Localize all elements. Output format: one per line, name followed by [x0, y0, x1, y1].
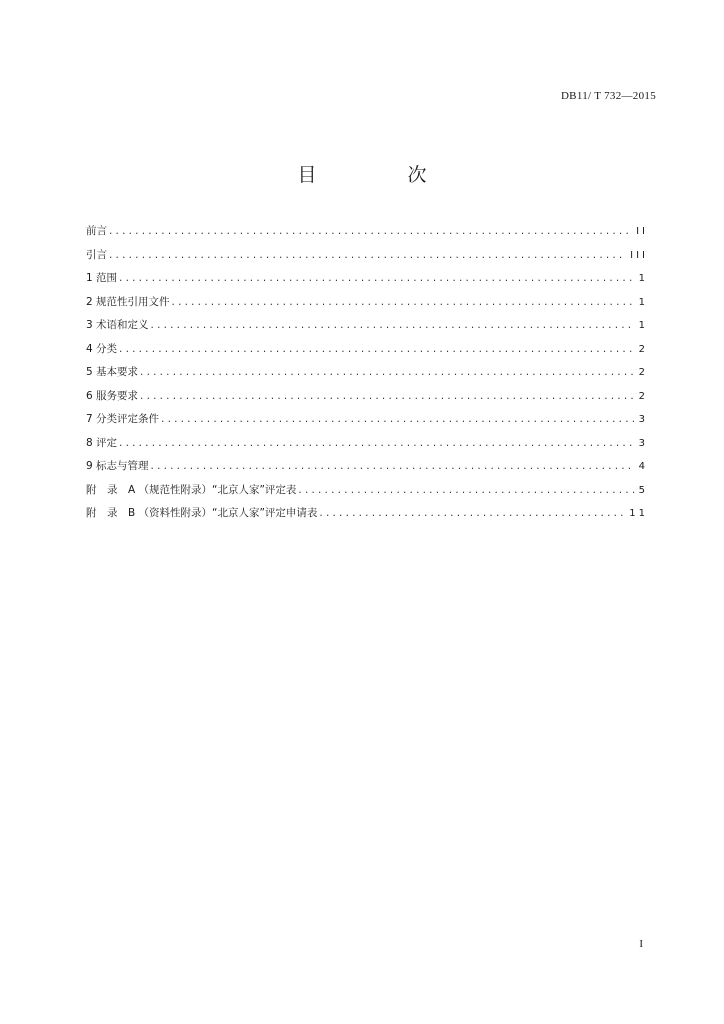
toc-entry-label: 附 录 A （规范性附录）“北京人家”评定表	[86, 483, 297, 496]
toc-entry-page: 3	[638, 414, 648, 425]
dot-leader	[109, 244, 626, 268]
toc-entry[interactable]	[86, 291, 648, 315]
toc-entry-page: 2	[638, 390, 648, 402]
toc-entry[interactable]	[86, 479, 648, 503]
toc-entry-page: 2	[638, 343, 648, 355]
dot-leader	[319, 502, 625, 526]
toc-entry-label: 3 术语和定义	[86, 319, 149, 331]
toc-entry-label: 1 范围	[86, 272, 118, 284]
toc-entry[interactable]	[86, 220, 648, 244]
dot-leader	[140, 385, 635, 409]
toc-entry-label: 6 服务要求	[86, 389, 139, 402]
dot-leader	[109, 220, 632, 244]
dot-leader	[119, 267, 635, 291]
dot-leader	[172, 291, 635, 315]
toc-entry-page: 11	[629, 508, 648, 519]
toc-entry[interactable]	[86, 244, 648, 268]
dot-leader	[161, 408, 635, 432]
toc-entry[interactable]	[86, 361, 648, 385]
toc-entry-label: 前言	[86, 225, 107, 237]
toc-entry[interactable]	[86, 455, 648, 479]
toc-entry-page: 2	[638, 367, 648, 378]
page-number: I	[639, 938, 643, 950]
toc-entry-label: 附 录 B （资料性附录）“北京人家”评定申请表	[86, 507, 318, 519]
page-title: 目 次	[297, 164, 463, 186]
toc-entry[interactable]	[86, 267, 648, 291]
table-of-contents	[86, 220, 648, 526]
toc-entry-label: 引言	[86, 248, 107, 261]
toc-entry-page: 1	[638, 320, 648, 331]
toc-entry[interactable]	[86, 314, 648, 338]
toc-entry-label: 5 基本要求	[86, 366, 139, 378]
toc-entry[interactable]	[86, 385, 648, 409]
toc-entry-label: 8 评定	[86, 436, 118, 449]
toc-entry-page: II	[636, 226, 648, 237]
toc-entry-label: 9 标志与管理	[86, 460, 149, 472]
dot-leader	[119, 338, 635, 362]
toc-entry-page: 1	[638, 273, 648, 284]
toc-entry[interactable]	[86, 408, 648, 432]
document-code: DB11/ T 732—2015	[560, 90, 656, 102]
toc-entry[interactable]	[86, 338, 648, 362]
dot-leader	[140, 361, 635, 385]
toc-entry-page: III	[630, 249, 648, 261]
toc-entry-label: 2 规范性引用文件	[86, 295, 170, 308]
toc-entry[interactable]	[86, 432, 648, 456]
toc-entry-label: 7 分类评定条件	[86, 413, 160, 425]
dot-leader	[151, 314, 635, 338]
toc-entry-page: 3	[638, 437, 648, 449]
dot-leader	[298, 479, 634, 503]
toc-entry-page: 1	[638, 296, 648, 308]
dot-leader	[151, 455, 635, 479]
toc-entry-page: 5	[638, 484, 648, 496]
toc-entry[interactable]	[86, 502, 648, 526]
toc-entry-label: 4 分类	[86, 342, 118, 355]
toc-entry-page: 4	[638, 461, 648, 472]
dot-leader	[119, 432, 635, 456]
